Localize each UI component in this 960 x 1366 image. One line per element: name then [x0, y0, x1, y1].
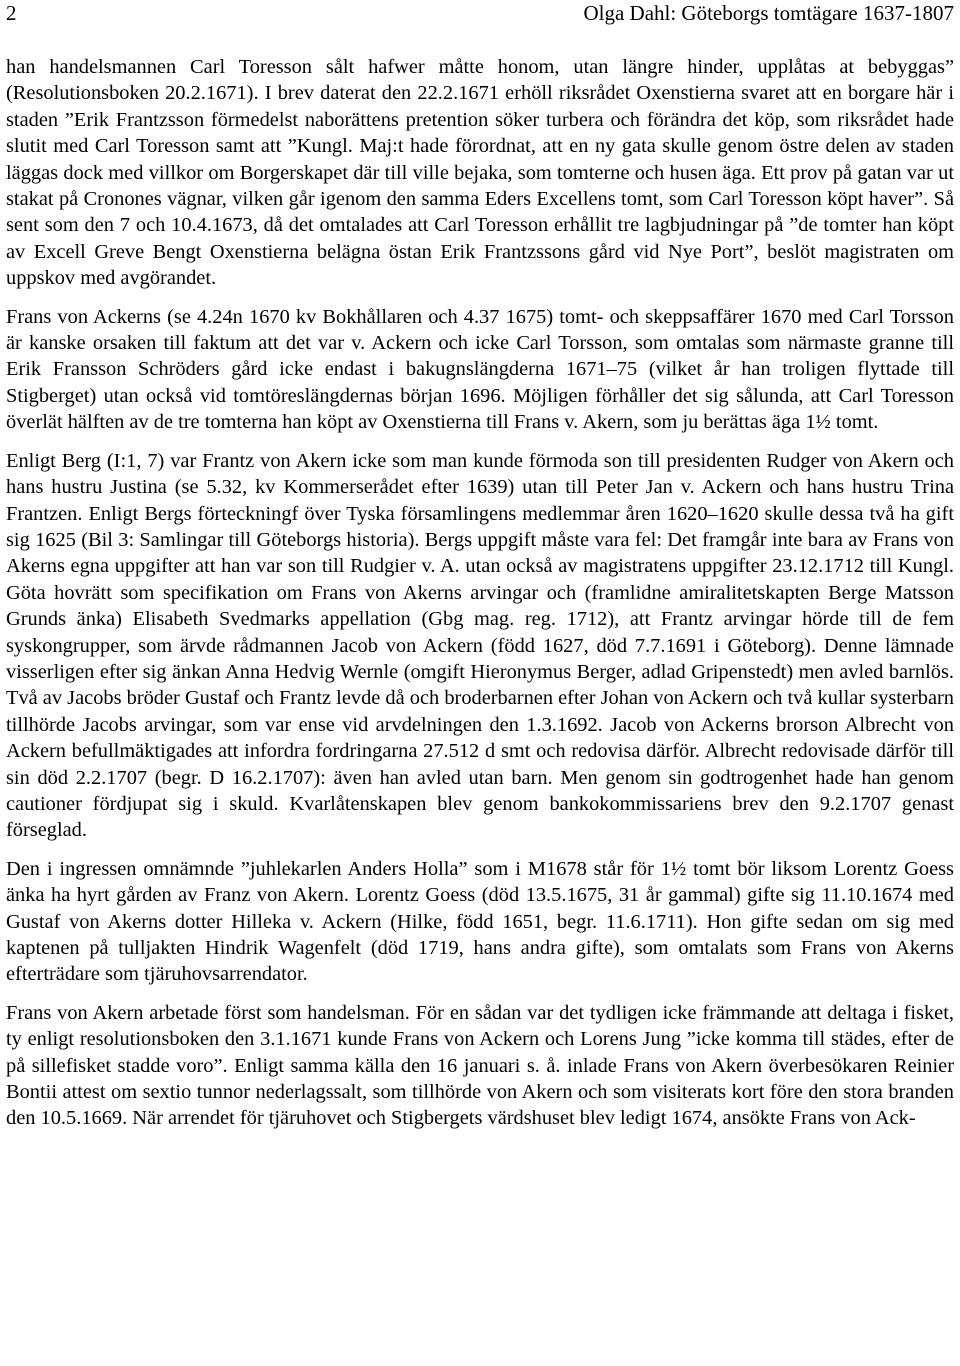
paragraph-3: Enligt Berg (I:1, 7) var Frantz von Akern icke som man kunde förmoda son till presidenten Rudger von Akern och hans hustru Justina (se 5.32, kv Kommerserådet efter 1639) utan till Peter Jan v. Ackern och hans hustru Trina Frantzen. Enligt Bergs förteckningf över Tyska församlingens medlemmar åren 1620–1620 skulle dessa två ha gift sig 1625 (Bil 3: Samlingar till Göteborgs historia). Bergs uppgift måste vara fel: Det framgår inte bara av Frans von Akerns egna uppgifter att han var son till Rudgier v. A. utan också av magistratens uppgifter 23.12.1712 till Kungl. Göta hovrätt som specifikation om Frans von Akerns arvingar och (framlidne amiralitetskapten Berge Matsson Grunds änka) Elisabeth Svedmarks appellation (Gbg mag. reg. 1712), att Frantz arvingar hörde till de fem syskongrupper, som ärvde rådmannen Jacob von Ackern (född 1627, död 7.7.1691 i Göteborg). Denne lämnade visserligen efter sig änkan Anna Hedvig Wernle (omgift Hieronymus Berger, adlad Gripenstedt) men avled barnlös. Två av Jacobs bröder Gustaf och Frantz levde då och broderbarnen efter Johan von Ackern och två kullar systerbarn tillhörde Jacobs arvingar, som var ense vid arvdelningen den 1.3.1692. Jacob von Ackerns brorson Albrecht von Ackern befullmäktigades att infordra fordringarna 27.512 d smt och redovisa därför. Albrecht redovisade därför till sin död 2.2.1707 (begr. D 16.2.1707): även han avled utan barn. Men genom sin godtrogenhet hade han genom cautioner fördjupat sig i skuld. Kvarlåtenskapen blev genom bankokommissariens brev den 9.2.1707 genast förseglad.	[6, 449, 954, 842]
running-title: Olga Dahl: Göteborgs tomtägare 1637-1807	[583, 1, 954, 25]
paragraph-4: Den i ingressen omnämnde ”juhlekarlen Anders Holla” som i M1678 står för 1½ tomt bör liksom Lorentz Goess änka ha hyrt gården av Franz von Akern. Lorentz Goess (död 13.5.1675, 31 år gammal) gifte sig 11.10.1674 med Gustaf von Akerns dotter Hilleka v. Ackern (Hilke, född 1651, begr. 11.6.1711). Hon gifte sedan om sig med kaptenen på tulljakten Hindrik Wagenfelt (död 1719, hans andra gifte), som omtalats som Frans von Akerns efterträdare som tjäruhovsarrendator.	[6, 857, 954, 986]
page-header	[6, 0, 954, 50]
paragraph-5: Frans von Akern arbetade först som handelsman. För en sådan var det tydligen icke främmande att deltaga i fisket, ty enligt resolutionsboken den 3.1.1671 kunde Frans von Ackern och Lorens Jung ”icke komma till städes, efter de på sillefisket stadde voro”. Enligt samma källa den 16 januari s. å. inlade Frans von Akern överbesökaren Reinier Bontii attest om sextio tunnor nederlagssalt, som tillhörde von Akern och som visiterats kort före den stora branden den 10.5.1669. När arrendet för tjäruhovet och Stigbergets värdshuset blev ledigt 1674, ansökte Frans von Ack-	[6, 1001, 954, 1130]
document-page	[6, 0, 954, 1144]
paragraph-1: han handelsmannen Carl Toresson sålt hafwer måtte honom, utan längre hinder, upplåtas at bebyggas” (Resolutionsboken 20.2.1671). I brev daterat den 22.2.1671 erhöll riksrådet Oxenstierna svaret att en borgare här i staden ”Erik Frantzsson förmedelst naborättens pretention söker turbera och förändra det köp, som riksrådet hade slutit med Carl Toresson samt att ”Kungl. Maj:t hade förordnat, att en ny gata skulle genom östre delen av staden läggas dock med villkor om Borgerskapet där till ville bejaka, som tomterne och husen äga. Ett prov på gatan var ut stakat på Cronones vägnar, vilken går igenom den samma Eders Excellens tomt, som Carl Toresson köpt haver”. Så sent som den 7 och 10.4.1673, då det omtalades att Carl Toresson erhållit tre lagbjudningar på ”de tomter han köpt av Excell Greve Bengt Oxenstierna belägna östan Erik Frantzssons gård vid Nye Port”, beslöt magistraten om uppskov med avgörandet.	[6, 56, 954, 290]
document-body	[6, 54, 954, 1132]
page-number: 2	[6, 1, 17, 25]
paragraph-2: Frans von Ackerns (se 4.24n 1670 kv Bokhållaren och 4.37 1675) tomt- och skeppsaffärer 1670 med Carl Torsson är kanske orsaken till faktum att det var v. Ackern och icke Carl Torsson, som omtalas som närmaste granne till Erik Fransson Schröders gård icke endast i bakugnslängderna 1671–75 (vilket år han troligen flyttade till Stigberget) utan också vid tomtöreslängdernas början 1696. Möjligen förhåller det sig sålunda, att Carl Toresson överlät hälften av de tre tomterna han köpt av Oxenstierna till Frans v. Akern, som ju berättas äga 1½ tomt.	[6, 305, 954, 434]
